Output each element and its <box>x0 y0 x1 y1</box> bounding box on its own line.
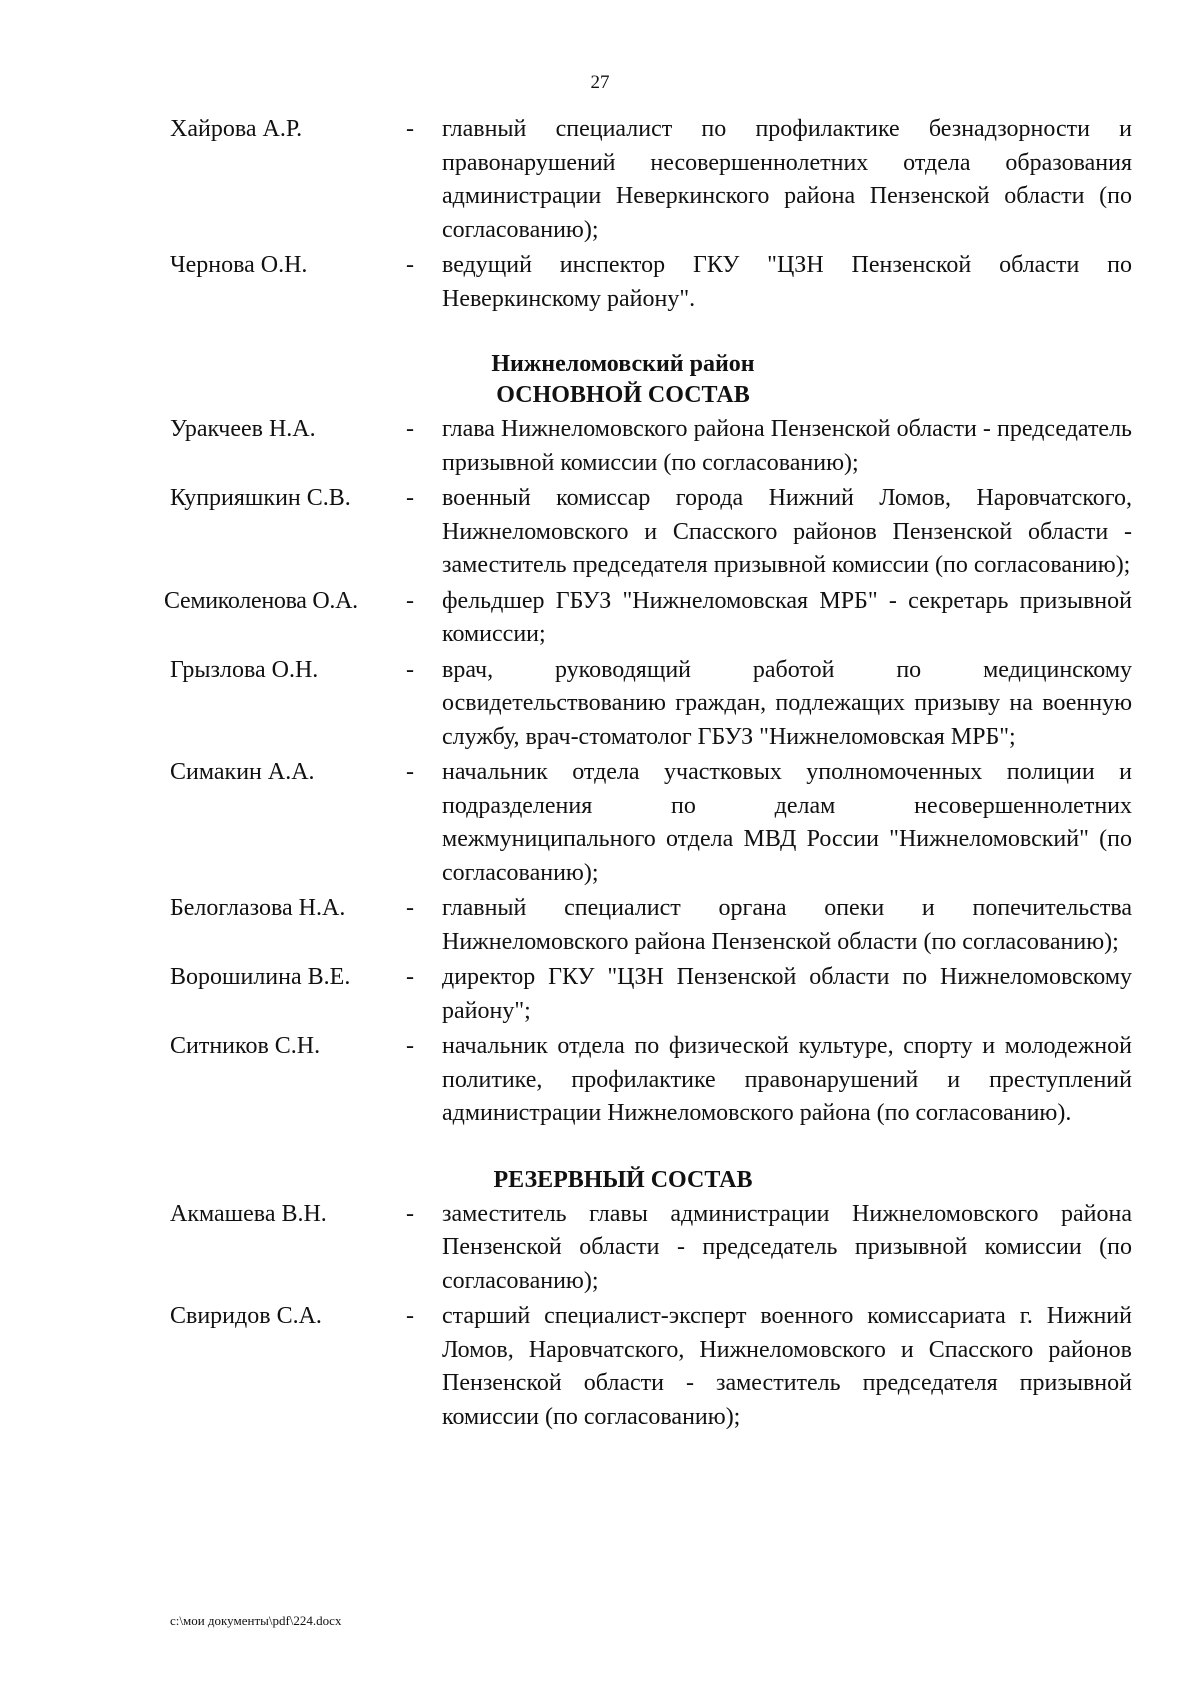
member-name: Белоглазова Н.А. <box>170 895 346 921</box>
member-position: военный комиссар города Нижний Ломов, Наровчатского, Нижнеломовского и Спасского районов Пензенской области - заместитель председателя призывной комиссии (по согласованию); <box>442 485 1132 578</box>
member-position: старший специалист-эксперт военного комиссариата г. Нижний Ломов, Наровчатского, Нижнеломовского и Спасского районов Пензенской области - заместитель председателя призывной комиссии (по согласованию); <box>442 1303 1132 1430</box>
entry-dash: - <box>406 656 414 683</box>
district-title: Нижнеломовский район <box>491 351 755 377</box>
member-entry <box>170 413 1132 480</box>
member-entry <box>170 482 1132 583</box>
member-entry <box>170 249 1132 316</box>
member-name: Семиколенова О.А. <box>164 587 358 614</box>
entry-dash: - <box>406 759 414 785</box>
member-position: ведущий инспектор ГКУ "ЦЗН Пензенской области по Неверкинскому району". <box>442 252 1132 312</box>
member-entry <box>164 585 1132 652</box>
entry-dash: - <box>406 1033 414 1059</box>
entry-dash: - <box>406 252 414 278</box>
entry-dash: - <box>406 116 414 142</box>
entry-dash: - <box>406 1303 414 1329</box>
footer-file-path: c:\мои документы\pdf\224.docx <box>170 1613 342 1628</box>
document-body <box>164 113 1132 1436</box>
main-composition-title: ОСНОВНОЙ СОСТАВ <box>496 382 750 408</box>
member-name: Симакин А.А. <box>170 759 315 785</box>
member-position: директор ГКУ "ЦЗН Пензенской области по Нижнеломовскому району"; <box>442 964 1132 1024</box>
member-position: главный специалист органа опеки и попечительства Нижнеломовского района Пензенской области (по согласованию); <box>442 895 1132 955</box>
member-entry <box>170 113 1132 247</box>
member-entry <box>170 654 1132 755</box>
entry-dash: - <box>406 587 414 614</box>
member-entry <box>170 756 1132 890</box>
member-entry <box>170 1198 1132 1299</box>
member-entry <box>170 1030 1132 1131</box>
member-name: Акмашева В.Н. <box>170 1200 327 1227</box>
member-name: Чернова О.Н. <box>170 252 308 278</box>
page-number: 27 <box>590 72 610 93</box>
member-position: заместитель главы администрации Нижнеломовского района Пензенской области - председатель призывной комиссии (по согласованию); <box>442 1200 1132 1294</box>
member-name: Грызлова О.Н. <box>170 656 319 683</box>
entry-dash: - <box>406 895 414 921</box>
member-position: фельдшер ГБУЗ "Нижнеломовская МРБ" - секретарь призывной комиссии; <box>442 587 1132 647</box>
member-position: начальник отдела участковых уполномоченных полиции и подразделения по делам несовершеннолетних межмуниципального отдела МВД России "Нижнеломовский" (по согласованию); <box>442 759 1132 886</box>
entry-dash: - <box>406 1200 414 1227</box>
member-entry <box>170 961 1132 1028</box>
member-entry <box>170 892 1132 959</box>
member-name: Ситников С.Н. <box>170 1033 321 1059</box>
reserve-composition-title: РЕЗЕРВНЫЙ СОСТАВ <box>493 1166 753 1193</box>
entry-dash: - <box>406 416 414 442</box>
entry-dash: - <box>406 964 414 990</box>
member-name: Уракчеев Н.А. <box>170 416 316 442</box>
entry-dash: - <box>406 485 414 511</box>
member-name: Свиридов С.А. <box>170 1303 322 1329</box>
member-name: Куприяшкин С.В. <box>170 485 351 511</box>
member-entry <box>170 1300 1132 1434</box>
member-position: врач, руководящий работой по медицинскому освидетельствованию граждан, подлежащих призыву на военную службу, врач-стоматолог ГБУЗ "Нижнеломовская МРБ"; <box>442 656 1132 750</box>
member-name: Ворошилина В.Е. <box>170 964 351 990</box>
member-position: начальник отдела по физической культуре, спорту и молодежной политике, профилактике правонарушений и преступлений администрации Нижнеломовского района (по согласованию). <box>442 1033 1132 1126</box>
member-position: глава Нижнеломовского района Пензенской области - председатель призывной комиссии (по согласованию); <box>442 416 1132 476</box>
member-position: главный специалист по профилактике безнадзорности и правонарушений несовершеннолетних отдела образования администрации Неверкинского района Пензенской области (по согласованию); <box>442 116 1132 243</box>
member-name: Хайрова А.Р. <box>170 116 303 142</box>
